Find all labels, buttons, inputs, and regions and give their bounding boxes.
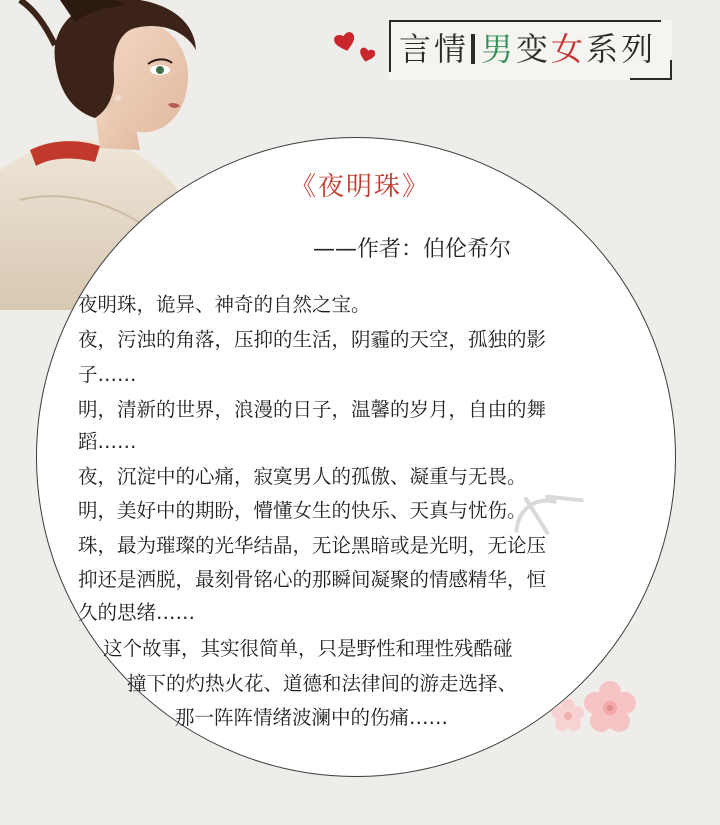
series-label-series: 系列 [586, 30, 657, 68]
body-line: 子…… [78, 363, 137, 386]
body-line: 那一阵阵情绪波澜中的伤痛…… [175, 706, 449, 729]
cherry-blossom-icon [548, 674, 648, 744]
body-line: 明，美好中的期盼，懵懂女生的快乐、天真与忧伤。 [78, 499, 527, 522]
series-divider [471, 34, 475, 64]
body-line: 夜，沉淀中的心痛，寂寞男人的孤傲、凝重与无畏。 [78, 465, 527, 488]
body-line: 珠，最为璀璨的光华结晶，无论黑暗或是光明，无论压 [78, 534, 547, 557]
series-label-change: 变 [516, 30, 552, 68]
body-line: 夜明珠，诡异、神奇的自然之宝。 [78, 293, 371, 316]
author-line: ——作者：伯伦希尔 [313, 237, 512, 262]
series-label-male: 男 [481, 30, 517, 68]
series-title [399, 29, 656, 69]
body-line: 久的思绪…… [78, 601, 196, 624]
series-tag [389, 20, 672, 80]
body-line: 夜，污浊的角落，压抑的生活，阴霾的天空，孤独的影 [78, 328, 547, 351]
body-line: 蹈…… [78, 430, 137, 453]
body-line: 抑还是洒脱，最刻骨铭心的那瞬间凝聚的情感精华，恒 [78, 568, 547, 591]
series-label-female: 女 [551, 30, 587, 68]
body-line: 明，清新的世界，浪漫的日子，温馨的岁月，自由的舞 [78, 398, 547, 421]
body-line: 撞下的灼热火花、道德和法律间的游走选择、 [127, 672, 518, 695]
book-title: 《夜明珠》 [289, 172, 430, 202]
heart-icon [358, 46, 376, 64]
heart-icon [333, 30, 357, 54]
series-label-genre: 言情 [399, 30, 470, 68]
body-line: 这个故事，其实很简单，只是野性和理性残酷碰 [103, 637, 513, 660]
